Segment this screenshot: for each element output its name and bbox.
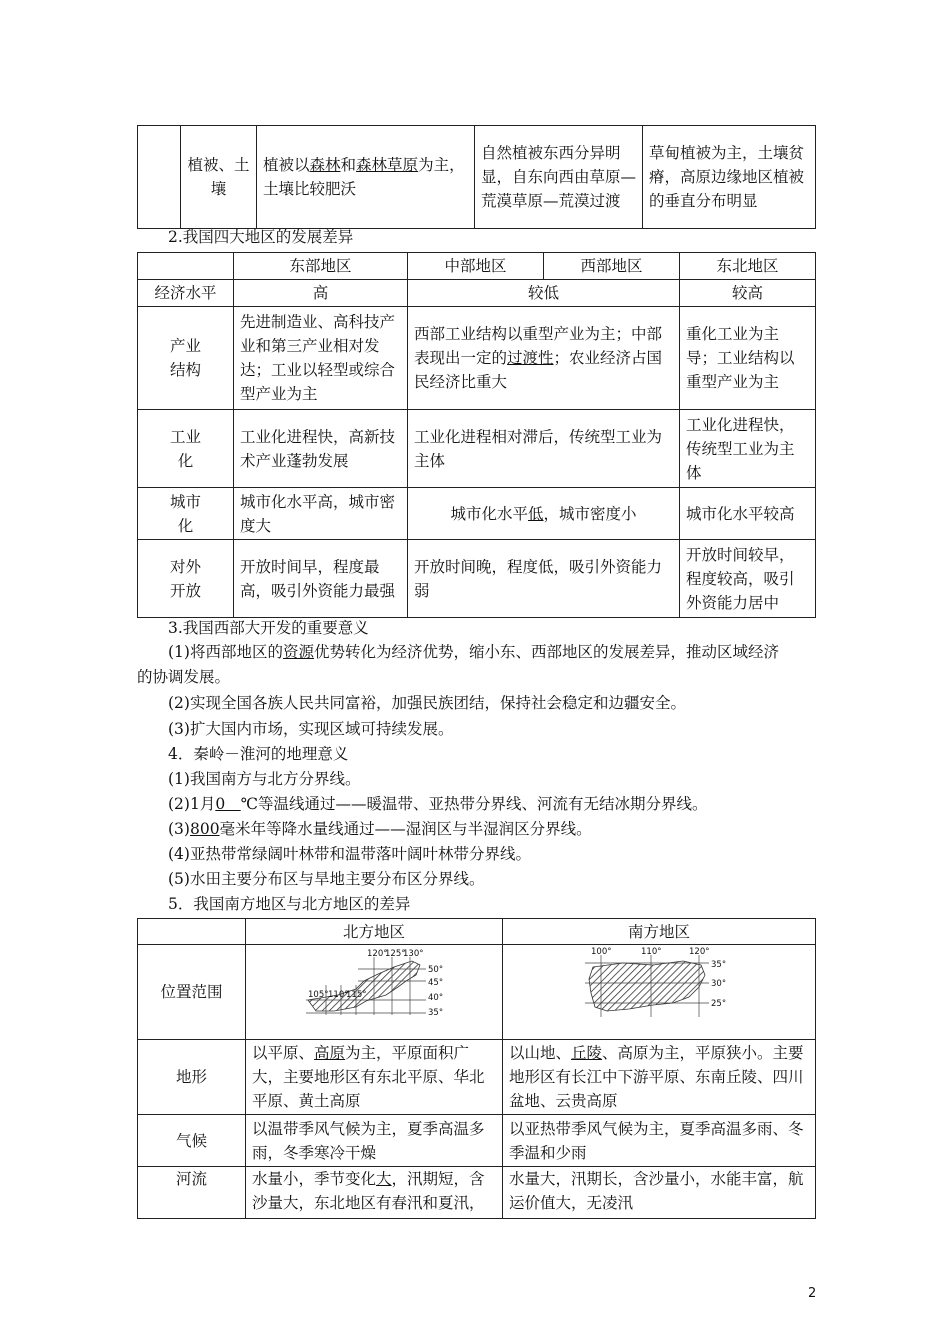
section-3-p2: (2)实现全国各族人民共同富裕，加强民族团结，保持社会稳定和边疆安全。 (168, 694, 686, 712)
section-3-p3: (3)扩大国内市场，实现区域可持续发展。 (168, 720, 454, 738)
table-north-south (137, 918, 816, 1219)
cell-midwest-economy: 较低 (408, 280, 680, 307)
row-label-terrain: 地形 (138, 1040, 246, 1115)
cell-south-climate: 以亚热带季风气候为主，夏季高温多雨、冬季温和少雨 (503, 1115, 816, 1167)
north-lon-110: 110° (328, 990, 349, 1000)
cell-qinghai-tibet-vegetation: 草甸植被为主，土壤贫瘠，高原边缘地区植被的垂直分布明显 (643, 126, 816, 229)
cell-east-opening: 开放时间早，程度最高，吸引外资能力最强 (234, 540, 408, 618)
north-lon-125: 125° (385, 949, 406, 959)
north-lat-40: 40° (428, 993, 444, 1003)
header-west: 西部地区 (544, 253, 680, 280)
cell-south-river: 水量大，汛期长，含沙量小，水能丰富，航运价值大，无凌汛 (503, 1167, 816, 1219)
cell-ne-urbanization: 城市化水平较高 (680, 488, 816, 540)
section-2-title: 2.我国四大地区的发展差异 (168, 228, 354, 246)
header-south: 南方地区 (503, 919, 816, 945)
south-lon-100: 100° (591, 947, 612, 957)
north-lon-105: 105° (308, 990, 329, 1000)
header-northeast: 东北地区 (680, 253, 816, 280)
section-5-title: 5．我国南方地区与北方地区的差异 (168, 895, 411, 913)
cell-ne-economy: 较高 (680, 280, 816, 307)
south-region-shape (589, 961, 705, 1011)
cell-north-climate: 以温带季风气候为主，夏季高温多雨，冬季寒冷干燥 (246, 1115, 503, 1167)
row-label-climate: 气候 (138, 1115, 246, 1167)
row-label-urbanization: 城市化 (138, 488, 234, 540)
north-lon-130: 130° (403, 949, 424, 959)
section-3-p1-cont: 的协调发展。 (137, 668, 231, 686)
section-3-p1: (1)将西部地区的资源优势转化为经济优势，缩小东、西部地区的发展差异，推动区域经济 (168, 643, 779, 661)
cell-ne-industry: 重化工业为主导；工业结构以重型产业为主 (680, 307, 816, 410)
cell-east-economy: 高 (234, 280, 408, 307)
row-label-opening: 对外开放 (138, 540, 234, 618)
cell-east-vegetation: 植被以森林和森林草原为主，土壤比较肥沃 (257, 126, 475, 229)
cell-midwest-opening: 开放时间晚，程度低，吸引外资能力弱 (408, 540, 680, 618)
south-region-map (503, 945, 816, 1032)
table-four-regions (137, 252, 816, 618)
row-label-position: 位置范围 (138, 945, 246, 1040)
cell-east-urbanization: 城市化水平高，城市密度大 (234, 488, 408, 540)
corner-cell (138, 253, 234, 280)
page-number: 2 (808, 1286, 817, 1301)
cell-ne-industrialization: 工业化进程快，传统型工业为主体 (680, 410, 816, 488)
north-lon-120: 120° (367, 949, 388, 959)
south-lon-110: 110° (641, 947, 662, 957)
cell-northwest-vegetation: 自然植被东西分异明显，自东向西由草原—荒漠草原—荒漠过渡 (475, 126, 643, 229)
section-4-p3: (3)800毫米年等降水量线通过——湿润区与半湿润区分界线。 (168, 820, 592, 838)
cell-south-map (503, 945, 816, 1040)
row-label-industry: 产业结构 (138, 307, 234, 410)
header-north: 北方地区 (246, 919, 503, 945)
row-label-vegetation-soil: 植被、土壤 (181, 126, 257, 229)
north-lon-115: 115° (346, 990, 367, 1000)
south-lat-35: 35° (711, 960, 727, 970)
cell-ne-opening: 开放时间较早，程度较高，吸引外资能力居中 (680, 540, 816, 618)
row-label-economy: 经济水平 (138, 280, 234, 307)
cell-north-map (246, 945, 503, 1040)
section-3-title: 3.我国西部大开发的重要意义 (168, 619, 369, 637)
header-central: 中部地区 (408, 253, 544, 280)
corner-cell (138, 919, 246, 945)
south-lat-30: 30° (711, 979, 727, 989)
north-lat-50: 50° (428, 965, 444, 975)
cell-midwest-industry: 西部工业结构以重型产业为主；中部表现出一定的过渡性；农业经济占国民经济比重大 (408, 307, 680, 410)
south-lon-120: 120° (689, 947, 710, 957)
cell-east-industrialization: 工业化进程快，高新技术产业蓬勃发展 (234, 410, 408, 488)
section-4-p1: (1)我国南方与北方分界线。 (168, 770, 361, 788)
section-4-p2: (2)1月0 ℃等温线通过——暖温带、亚热带分界线、河流有无结冰期分界线。 (168, 795, 708, 813)
cell-midwest-industrialization: 工业化进程相对滞后，传统型工业为主体 (408, 410, 680, 488)
cell-midwest-urbanization: 城市化水平低，城市密度小 (408, 488, 680, 540)
north-region-shape (308, 961, 420, 1011)
north-region-map (246, 945, 503, 1032)
north-lat-35: 35° (428, 1008, 444, 1018)
table-natural-features (137, 125, 816, 229)
cell-north-terrain: 以平原、高原为主，平原面积广大，主要地形区有东北平原、华北平原、黄土高原 (246, 1040, 503, 1115)
cell-east-industry: 先进制造业、高科技产业和第三产业相对发达；工业以轻型或综合型产业为主 (234, 307, 408, 410)
row-label-industrialization: 工业化 (138, 410, 234, 488)
row-label-river: 河流 (138, 1167, 246, 1219)
section-4-p4: (4)亚热带常绿阔叶林带和温带落叶阔叶林带分界线。 (168, 845, 531, 863)
section-4-title: 4．秦岭－淮河的地理意义 (168, 745, 349, 763)
cell-north-river: 水量小，季节变化大，汛期短，含沙量大，东北地区有春汛和夏汛， (246, 1167, 503, 1219)
cell-south-terrain: 以山地、丘陵、高原为主，平原狭小。主要地形区有长江中下游平原、东南丘陵、四川盆地、云贵高原 (503, 1040, 816, 1115)
section-4-p5: (5)水田主要分布区与旱地主要分布区分界线。 (168, 870, 485, 888)
south-lat-25: 25° (711, 999, 727, 1009)
header-east: 东部地区 (234, 253, 408, 280)
north-lat-45: 45° (428, 978, 444, 988)
empty-cell (138, 126, 181, 229)
